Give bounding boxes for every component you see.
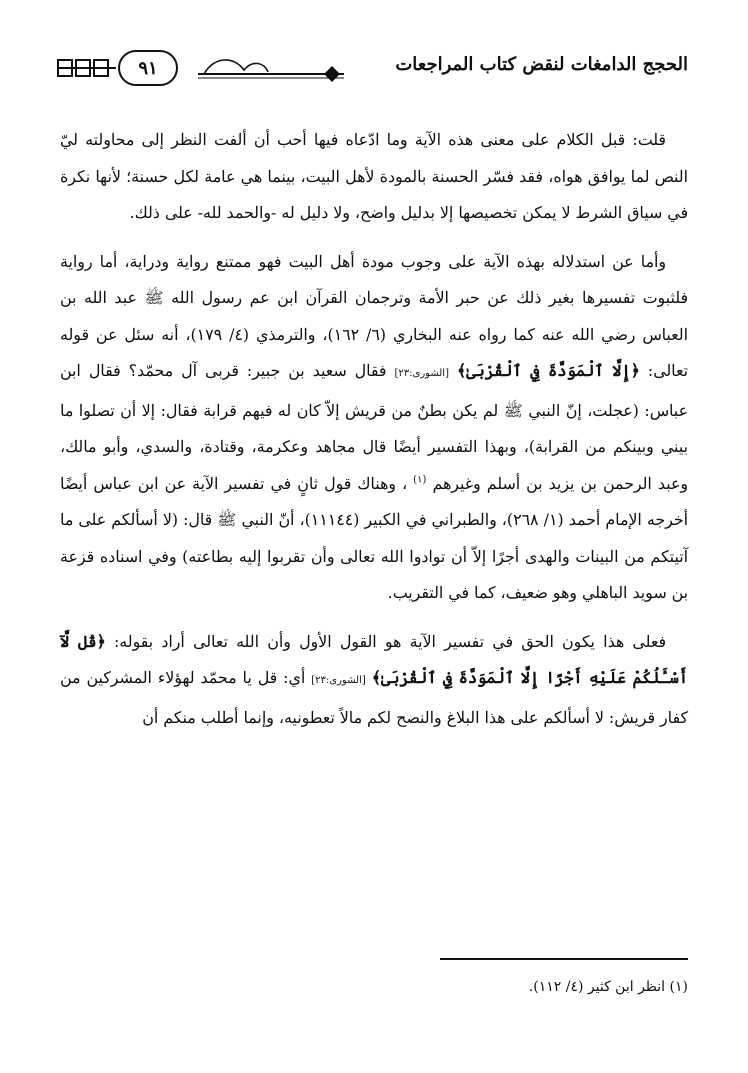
quran-verse: ﴿إِلَّا ٱلْمَوَدَّةَ فِي ٱلْقُرْبَىٰ﴾ <box>457 361 640 380</box>
paragraph-1 <box>60 122 688 232</box>
paragraph-2 <box>60 244 688 612</box>
paragraph-2-text-c: ، وهناك قول ثانٍ في تفسير الآية عن ابن عباس أيضًا أخرجه الإمام أحمد (١/ ٢٦٨)، والطبراني في الكبير (١١١٤٤)، أنّ النبي ﷺ قال: (لا أسألكم على ما آتيتكم من البينات والهدى أجرًا إلاّ أن توادوا الله تعالى وأن تقربوا إليه بطاعته) وفي اسناده قزعة بن سويد الباهلي وهو ضعيف، كما في التقريب. <box>60 473 688 602</box>
paragraph-3-text-b: أي: قل يا محمّد لهؤلاء المشركين من كفار قريش: لا أسألكم على هذا البلاغ والنصح لكم مالاً تعطونيه، وإنما أطلب منكم أن <box>60 668 688 727</box>
footnote: (١) انظر ابن كثير (٤/ ١١٢). <box>528 979 688 995</box>
page-number: ٩١ <box>118 50 178 86</box>
header-ornament-knot-icon <box>56 56 116 80</box>
paragraph-3 <box>60 624 688 737</box>
page-header <box>56 46 688 94</box>
paragraph-2-text-a: وأما عن استدلاله بهذه الآية على وجوب مودة أهل البيت فهو ممتنع رواية ودراية، أما رواية فلثبوت تفسيرها بغير ذلك عن حبر الأمة وترجمان القرآن ابن عم رسول الله ﷺ عبد الله بن العباس رضي الله عنه كما رواه عنه البخاري (٦/ ١٦٢)، والترمذي (٤/ ١٧٩)، أنه سئل عن قوله تعالى: <box>60 251 689 380</box>
paragraph-2-text-b: فقال سعيد بن جبير: قربى آل محمّد؟ فقال ابن عباس: (عجلت، إنّ النبي ﷺ لم يكن بطنٌ من قريش إلاّ كان له فيهم قرابة فقال: إلا أن تصلوا ما بيني وبينكم من القرابة)، وبهذا التفسير أيضًا قال مجاهد وعكرمة، وقتادة، والسدي، وأبو مالك، وعبد الرحمن بن يزيد بن أسلم وغيرهم <box>60 361 689 493</box>
paragraph-3-text-a: فعلى هذا يكون الحق في تفسير الآية هو القول الأول وأن الله تعالى أراد بقوله: <box>105 631 666 651</box>
paragraph-1-text: قلت: قبل الكلام على معنى هذه الآية وما ادّعاه فيها أحب أن ألفت النظر إلى محاولته ليّ النص لما يوافق هواه، فقد فسّر الحسنة بالمودة لأهل البيت، بينما هي عامة لكل حسنة؛ لأنها نكرة في سياق الشرط لا يمكن تخصيصها إلا بدليل واضح، ولا دليل له -والحمد لله- على ذلك. <box>60 130 688 222</box>
footnote-marker: (١) <box>413 474 427 486</box>
verse-reference: [الشورى:٢٣] <box>394 368 449 379</box>
header-title: الحجج الدامغات لنقض كتاب المراجعات <box>395 54 688 75</box>
header-ornament-line-icon <box>194 52 344 86</box>
quran-verse: ﴿قُل لَّآ أَسْـَٔلُكُمْ عَلَيْهِ أَجْرًا إِلَّا ٱلْمَوَدَّةَ فِي ٱلْقُرْبَىٰ﴾ <box>60 631 688 687</box>
verse-reference: [الشورى:٢٣] <box>311 675 366 686</box>
body-text <box>60 122 688 736</box>
footnote-divider <box>440 958 688 960</box>
